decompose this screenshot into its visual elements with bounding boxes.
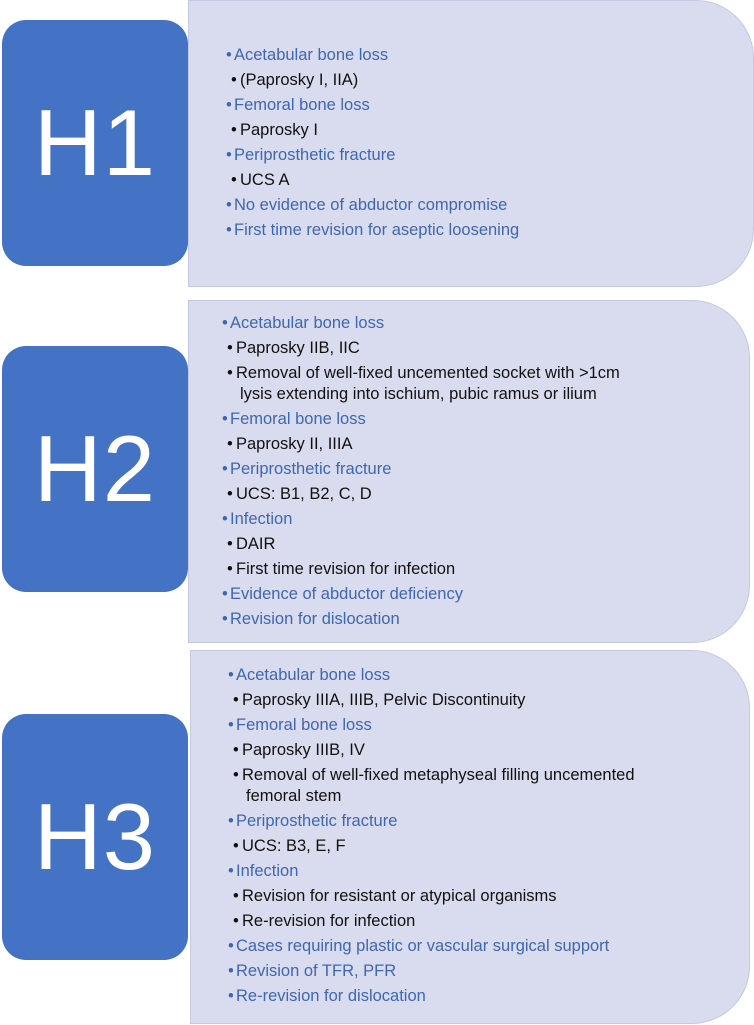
- detail-item: [228, 688, 635, 713]
- item-text: Femoral bone loss: [230, 410, 366, 428]
- detail-item: [228, 738, 635, 763]
- item-text: Evidence of abductor deficiency: [230, 585, 463, 603]
- item-text: Paprosky IIIB, IV: [242, 741, 365, 759]
- tier-h1-badge: [2, 20, 188, 266]
- tier-h2-label: H2: [33, 416, 157, 521]
- item-text: Acetabular bone loss: [236, 666, 391, 684]
- detail-item: [222, 336, 620, 361]
- detail-item: [222, 361, 620, 407]
- item-text: Acetabular bone loss: [230, 314, 385, 332]
- tier-h1-label: H1: [33, 90, 157, 195]
- item-text: (Paprosky I, IIA): [240, 71, 359, 89]
- topic-item: [222, 507, 620, 532]
- detail-item: [226, 118, 519, 143]
- detail-item: [228, 834, 635, 859]
- topic-item: [228, 809, 635, 834]
- detail-item: [228, 884, 635, 909]
- detail-item: [228, 763, 635, 809]
- item-text: Revision for dislocation: [230, 610, 400, 628]
- tier-h3-badge: [2, 714, 188, 960]
- item-text: Removal of well-fixed metaphyseal filling uncemented: [242, 766, 635, 784]
- topic-item: [226, 193, 519, 218]
- item-text: Revision for resistant or atypical organisms: [242, 887, 557, 905]
- item-text: Periprosthetic fracture: [230, 460, 392, 478]
- topic-item: [222, 582, 620, 607]
- item-text: Re-revision for dislocation: [236, 987, 426, 1005]
- tier-h2-badge: [2, 346, 188, 592]
- tier-h3-list: [228, 663, 635, 1009]
- item-text: No evidence of abductor compromise: [234, 196, 508, 214]
- topic-item: [228, 934, 635, 959]
- tier-h2-list: [222, 311, 620, 632]
- topic-item: [228, 984, 635, 1009]
- item-text: Infection: [236, 862, 299, 880]
- item-text: Paprosky I: [240, 121, 318, 139]
- detail-item: [226, 68, 519, 93]
- topic-item: [226, 218, 519, 243]
- topic-item: [222, 607, 620, 632]
- topic-item: [222, 407, 620, 432]
- item-text: Acetabular bone loss: [234, 46, 389, 64]
- topic-item: [226, 143, 519, 168]
- item-text: Femoral bone loss: [234, 96, 370, 114]
- detail-item: [222, 432, 620, 457]
- item-text: Revision of TFR, PFR: [236, 962, 397, 980]
- detail-item: [222, 532, 620, 557]
- item-text: Cases requiring plastic or vascular surgical support: [236, 937, 610, 955]
- topic-item: [222, 311, 620, 336]
- detail-item: [222, 482, 620, 507]
- topic-item: [228, 663, 635, 688]
- item-text: Femoral bone loss: [236, 716, 372, 734]
- item-continuation: lysis extending into ischium, pubic ramus or ilium: [240, 385, 597, 403]
- item-text: Removal of well-fixed uncemented socket with >1cm: [236, 364, 620, 382]
- item-text: Re-revision for infection: [242, 912, 416, 930]
- item-text: Paprosky II, IIIA: [236, 435, 353, 453]
- item-text: DAIR: [236, 535, 276, 553]
- detail-item: [226, 168, 519, 193]
- item-text: Infection: [230, 510, 293, 528]
- topic-item: [228, 859, 635, 884]
- topic-item: [226, 43, 519, 68]
- topic-item: [226, 93, 519, 118]
- item-text: UCS: B3, E, F: [242, 837, 346, 855]
- tier-h1-list: [226, 43, 519, 243]
- topic-item: [228, 959, 635, 984]
- item-continuation: femoral stem: [246, 787, 342, 805]
- tier-h3-label: H3: [33, 784, 157, 889]
- item-text: First time revision for infection: [236, 560, 456, 578]
- detail-item: [222, 557, 620, 582]
- item-text: Paprosky IIIA, IIIB, Pelvic Discontinuity: [242, 691, 526, 709]
- item-text: UCS A: [240, 171, 290, 189]
- topic-item: [222, 457, 620, 482]
- detail-item: [228, 909, 635, 934]
- item-text: Periprosthetic fracture: [234, 146, 396, 164]
- item-text: Paprosky IIB, IIC: [236, 339, 360, 357]
- item-text: First time revision for aseptic loosening: [234, 221, 520, 239]
- item-text: UCS: B1, B2, C, D: [236, 485, 372, 503]
- topic-item: [228, 713, 635, 738]
- item-text: Periprosthetic fracture: [236, 812, 398, 830]
